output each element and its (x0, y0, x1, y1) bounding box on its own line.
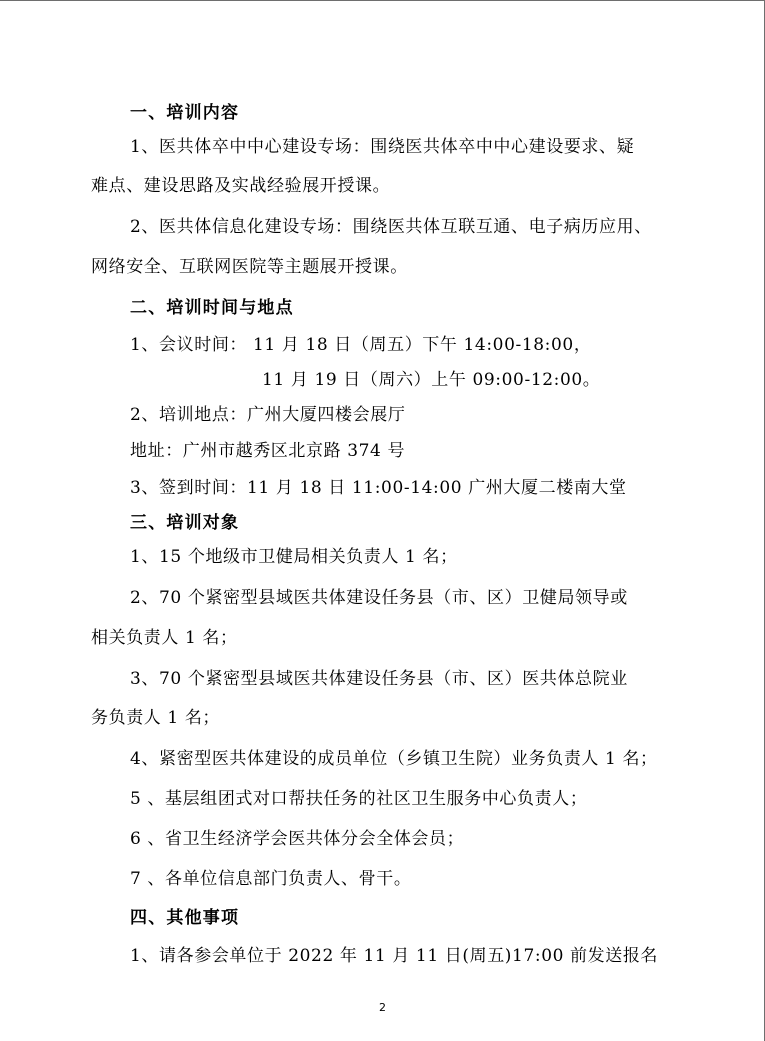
section-heading-target-audience: 三、培训对象 (130, 513, 240, 533)
page-number: 2 (379, 1001, 386, 1014)
content-item-2-line-2: 网络安全、互联网医院等主题展开授课。 (91, 257, 408, 277)
signin-time: 3、签到时间：11 月 18 日 11:00-14:00 广州大厦二楼南大堂 (130, 478, 627, 498)
audience-item-4: 4、紧密型医共体建设的成员单位（乡镇卫生院）业务负责人 1 名； (130, 749, 658, 769)
section-heading-time-place: 二、培训时间与地点 (130, 298, 294, 318)
page-border-top (0, 0, 765, 1)
audience-item-1: 1、15 个地级市卫健局相关负责人 1 名； (130, 547, 458, 567)
audience-item-2-line-1: 2、70 个紧密型县域医共体建设任务县（市、区）卫健局领导或 (130, 588, 628, 608)
training-place: 2、培训地点：广州大厦四楼会展厅 (130, 405, 406, 425)
audience-item-2-line-2: 相关负责人 1 名； (91, 628, 238, 648)
content-item-1-line-1: 1、医共体卒中中心建设专场：围绕医共体卒中中心建设要求、疑 (130, 137, 635, 157)
audience-item-3-line-1: 3、70 个紧密型县域医共体建设任务县（市、区）医共体总院业 (130, 669, 628, 689)
audience-item-7: 7 、各单位信息部门负责人、骨干。 (130, 869, 412, 889)
audience-item-6: 6 、省卫生经济学会医共体分会全体会员； (130, 829, 465, 849)
training-address: 地址：广州市越秀区北京路 374 号 (130, 441, 406, 461)
section-heading-training-content: 一、培训内容 (130, 103, 240, 123)
meeting-time-line-1: 1、会议时间： 11 月 18 日（周五）下午 14:00-18:00， (130, 335, 592, 355)
content-item-1-line-2: 难点、建设思路及实战经验展开授课。 (91, 176, 391, 196)
other-item-1: 1、请各参会单位于 2022 年 11 月 11 日(周五)17:00 前发送报名 (130, 946, 659, 966)
meeting-time-line-2: 11 月 19 日（周六）上午 09:00-12:00。 (262, 370, 601, 390)
section-heading-other-matters: 四、其他事项 (130, 908, 240, 928)
audience-item-3-line-2: 务负责人 1 名； (91, 708, 221, 728)
content-item-2-line-1: 2、医共体信息化建设专场：围绕医共体互联互通、电子病历应用、 (130, 217, 652, 237)
audience-item-5: 5 、基层组团式对口帮扶任务的社区卫生服务中心负责人； (130, 789, 588, 809)
